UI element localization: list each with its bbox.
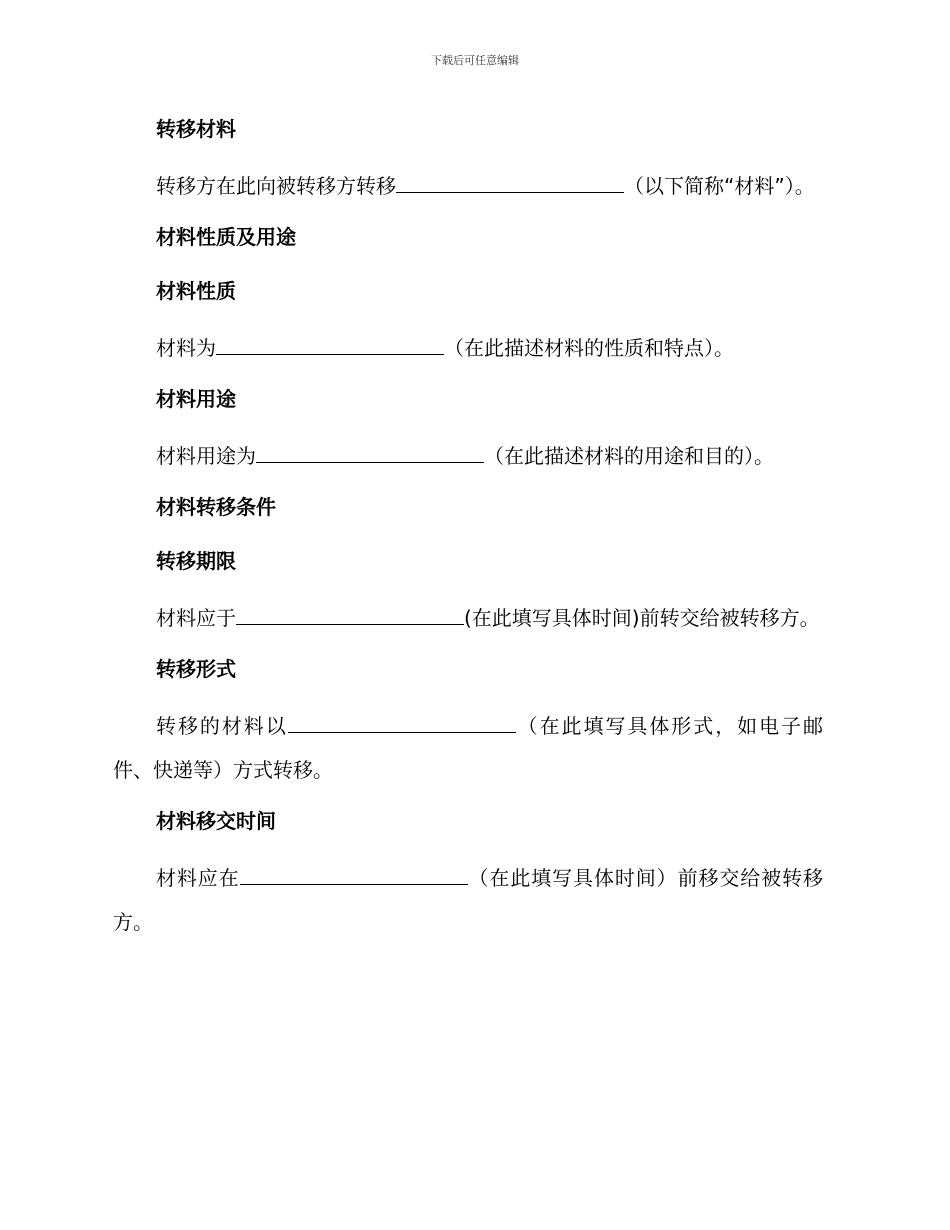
text-before-blank: 材料应于 bbox=[156, 606, 236, 630]
fill-in-blank bbox=[288, 718, 516, 733]
paragraph-use bbox=[113, 434, 823, 488]
fill-in-blank bbox=[240, 870, 468, 885]
section-heading-transfer-material: 转移材料 bbox=[156, 117, 236, 141]
text-before-blank: 材料为 bbox=[156, 336, 216, 360]
paragraph-transfer-material bbox=[113, 164, 823, 218]
text-before-blank: 转移方在此向被转移方转移 bbox=[156, 174, 396, 198]
document-body bbox=[113, 110, 823, 954]
section-heading-period: 转移期限 bbox=[156, 549, 236, 573]
fill-in-blank bbox=[236, 610, 464, 625]
text-after-blank: （在此填写具体形式，如电子邮件、快递等）方式转移。 bbox=[113, 714, 824, 782]
fill-in-blank bbox=[256, 448, 484, 463]
paragraph-period bbox=[113, 596, 823, 650]
paragraph-handover-time bbox=[113, 856, 823, 954]
fill-in-blank bbox=[216, 340, 444, 355]
section-heading-nature-and-use: 材料性质及用途 bbox=[156, 225, 296, 249]
paragraph-nature bbox=[113, 326, 823, 380]
section-heading-use: 材料用途 bbox=[156, 387, 236, 411]
fill-in-blank bbox=[396, 178, 624, 193]
section-heading-form: 转移形式 bbox=[156, 657, 236, 681]
text-after-blank: (在此填写具体时间)前转交给被转移方。 bbox=[464, 606, 820, 630]
text-before-blank: 材料用途为 bbox=[156, 444, 256, 468]
section-heading-handover-time: 材料移交时间 bbox=[156, 809, 276, 833]
section-heading-nature: 材料性质 bbox=[156, 279, 236, 303]
text-before-blank: 材料应在 bbox=[156, 866, 240, 890]
text-after-blank: （在此描述材料的性质和特点）。 bbox=[444, 336, 734, 360]
page-header: 下载后可任意编辑 bbox=[431, 54, 519, 67]
text-after-blank: （在此描述材料的用途和目的）。 bbox=[484, 444, 774, 468]
section-heading-conditions: 材料转移条件 bbox=[156, 495, 276, 519]
text-after-blank: （在此填写具体时间）前移交给被转移方。 bbox=[113, 866, 824, 934]
text-after-blank: （以下简称“材料”）。 bbox=[624, 174, 815, 198]
paragraph-form bbox=[113, 704, 823, 802]
text-before-blank: 转移的材料以 bbox=[156, 714, 288, 738]
